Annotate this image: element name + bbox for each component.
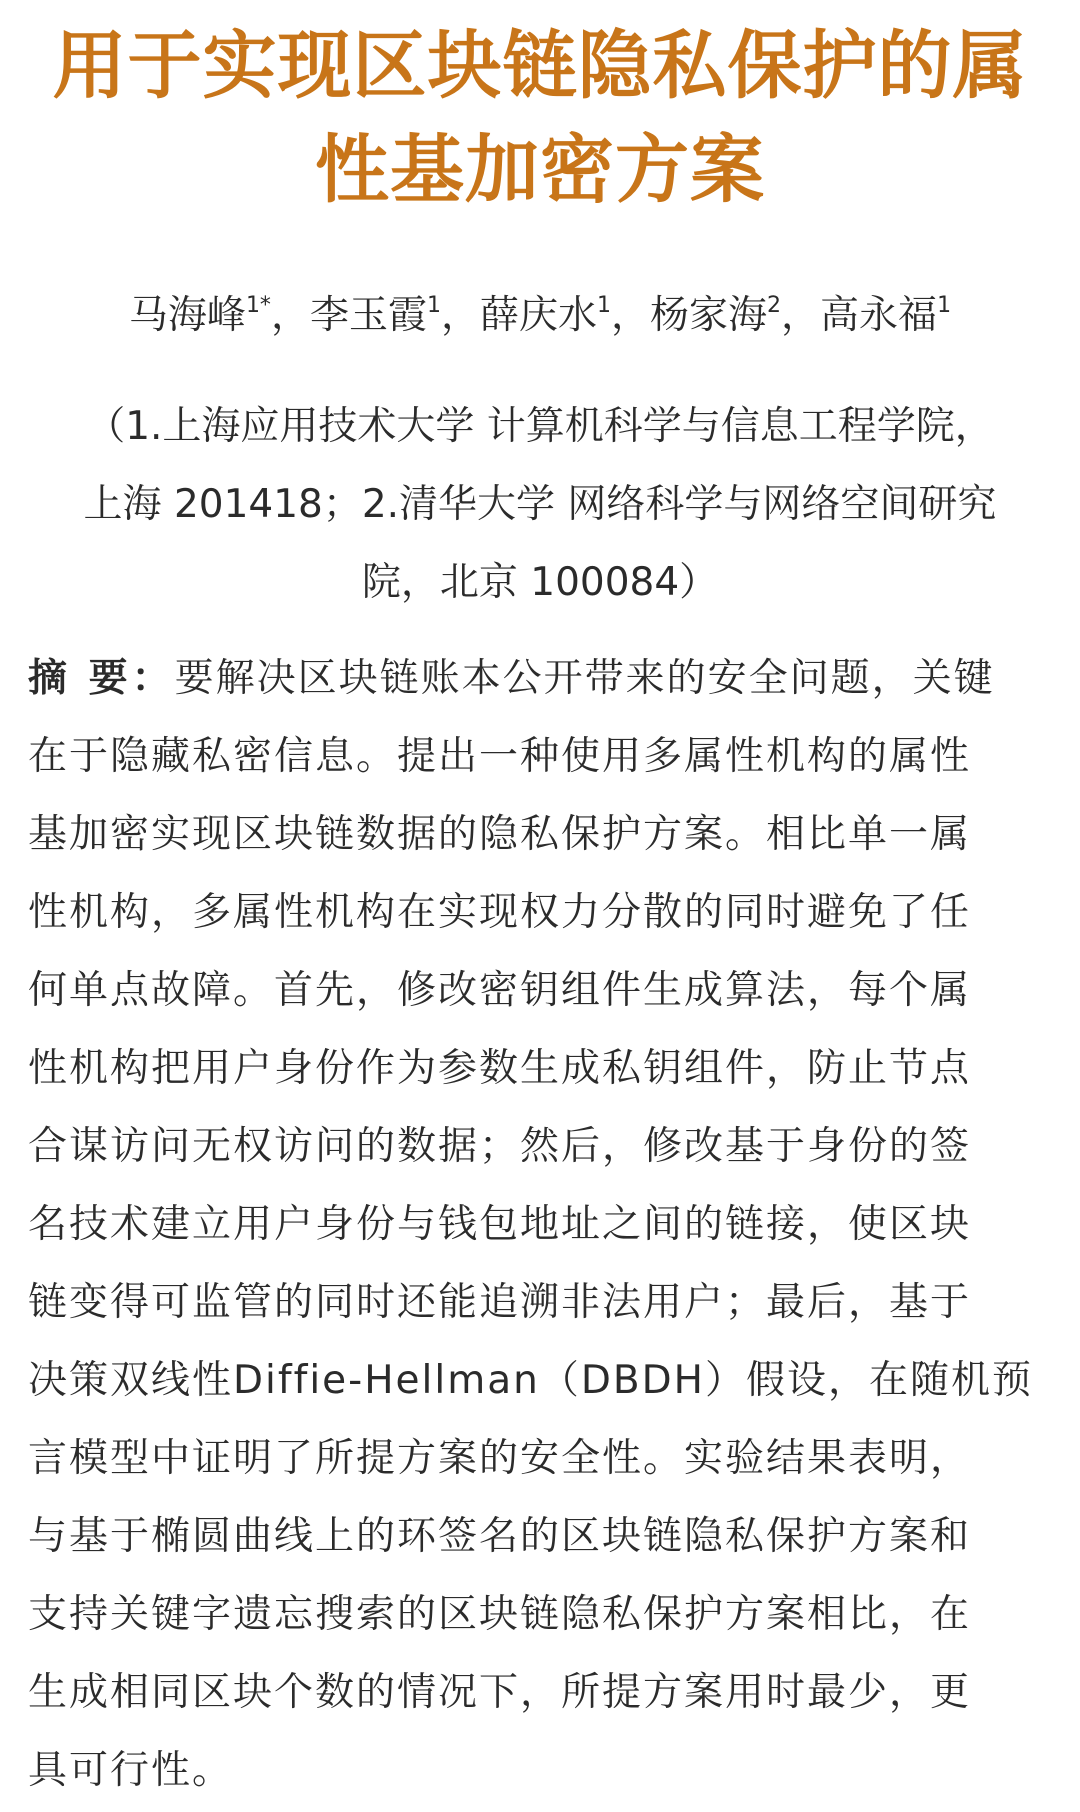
- affiliations: [40, 388, 1040, 622]
- abstract-line: 性机构把用户身份作为参数生成私钥组件，防止节点: [28, 1046, 972, 1091]
- abstract-line: 链变得可监管的同时还能追溯非法用户；最后，基于: [28, 1280, 972, 1325]
- abstract-line: 支持关键字遗忘搜索的区块链隐私保护方案相比，在: [28, 1592, 972, 1637]
- author-affiliation-mark: 1: [426, 293, 441, 318]
- author-list: [0, 290, 1080, 342]
- abstract-line: 何单点故障。首先，修改密钥组件生成算法，每个属: [28, 968, 972, 1013]
- affiliation-line: 上海 201418；2.清华大学 网络科学与网络空间研究: [83, 482, 997, 527]
- affiliation-line: （1.上海应用技术大学 计算机科学与信息工程学院，: [86, 404, 994, 449]
- author-affiliation-mark: 2: [767, 293, 782, 318]
- abstract-line: 基加密实现区块链数据的隐私保护方案。相比单一属: [28, 812, 972, 857]
- abstract-line: 言模型中证明了所提方案的安全性。实验结果表明，: [28, 1436, 972, 1481]
- author-name: 高永福: [820, 293, 938, 338]
- title-line-2: 性基加密方案: [315, 127, 765, 213]
- author-name: 薛庆水: [479, 293, 597, 338]
- affiliation-line: 院，北京 100084）: [361, 560, 719, 605]
- author-name: 李玉霞: [309, 293, 427, 338]
- author-name: 马海峰: [128, 293, 246, 338]
- abstract-line: 具可行性。: [28, 1748, 234, 1793]
- abstract-line: 生成相同区块个数的情况下，所提方案用时最少，更: [28, 1670, 972, 1715]
- author-separator: ，: [611, 293, 651, 338]
- abstract-label: 摘 要：: [28, 656, 175, 701]
- abstract-line: 合谋访问无权访问的数据；然后，修改基于身份的签: [28, 1124, 972, 1169]
- abstract-line: 在于隐藏私密信息。提出一种使用多属性机构的属性: [28, 734, 972, 779]
- author-separator: ，: [781, 293, 821, 338]
- abstract: [28, 640, 1058, 1810]
- abstract-line: 与基于椭圆曲线上的环签名的区块链隐私保护方案和: [28, 1514, 972, 1559]
- author-name: 杨家海: [650, 293, 768, 338]
- author-affiliation-mark: 1*: [245, 293, 271, 318]
- author-separator: ，: [440, 293, 480, 338]
- abstract-line: 决策双线性Diffie-Hellman（DBDH）假设，在随机预: [28, 1358, 1033, 1403]
- abstract-line: 名技术建立用户身份与钱包地址之间的链接，使区块: [28, 1202, 972, 1247]
- abstract-text: 要解决区块链账本公开带来的安全问题，关键: [174, 656, 995, 701]
- title-line-1: 用于实现区块链隐私保护的属: [52, 23, 1028, 109]
- author-affiliation-mark: 1: [597, 293, 611, 318]
- abstract-line: [28, 640, 1058, 718]
- author-affiliation-mark: 1: [937, 293, 952, 318]
- paper-title: [20, 14, 1060, 222]
- author-separator: ，: [270, 293, 310, 338]
- abstract-line: 性机构，多属性机构在实现权力分散的同时避免了任: [28, 890, 972, 935]
